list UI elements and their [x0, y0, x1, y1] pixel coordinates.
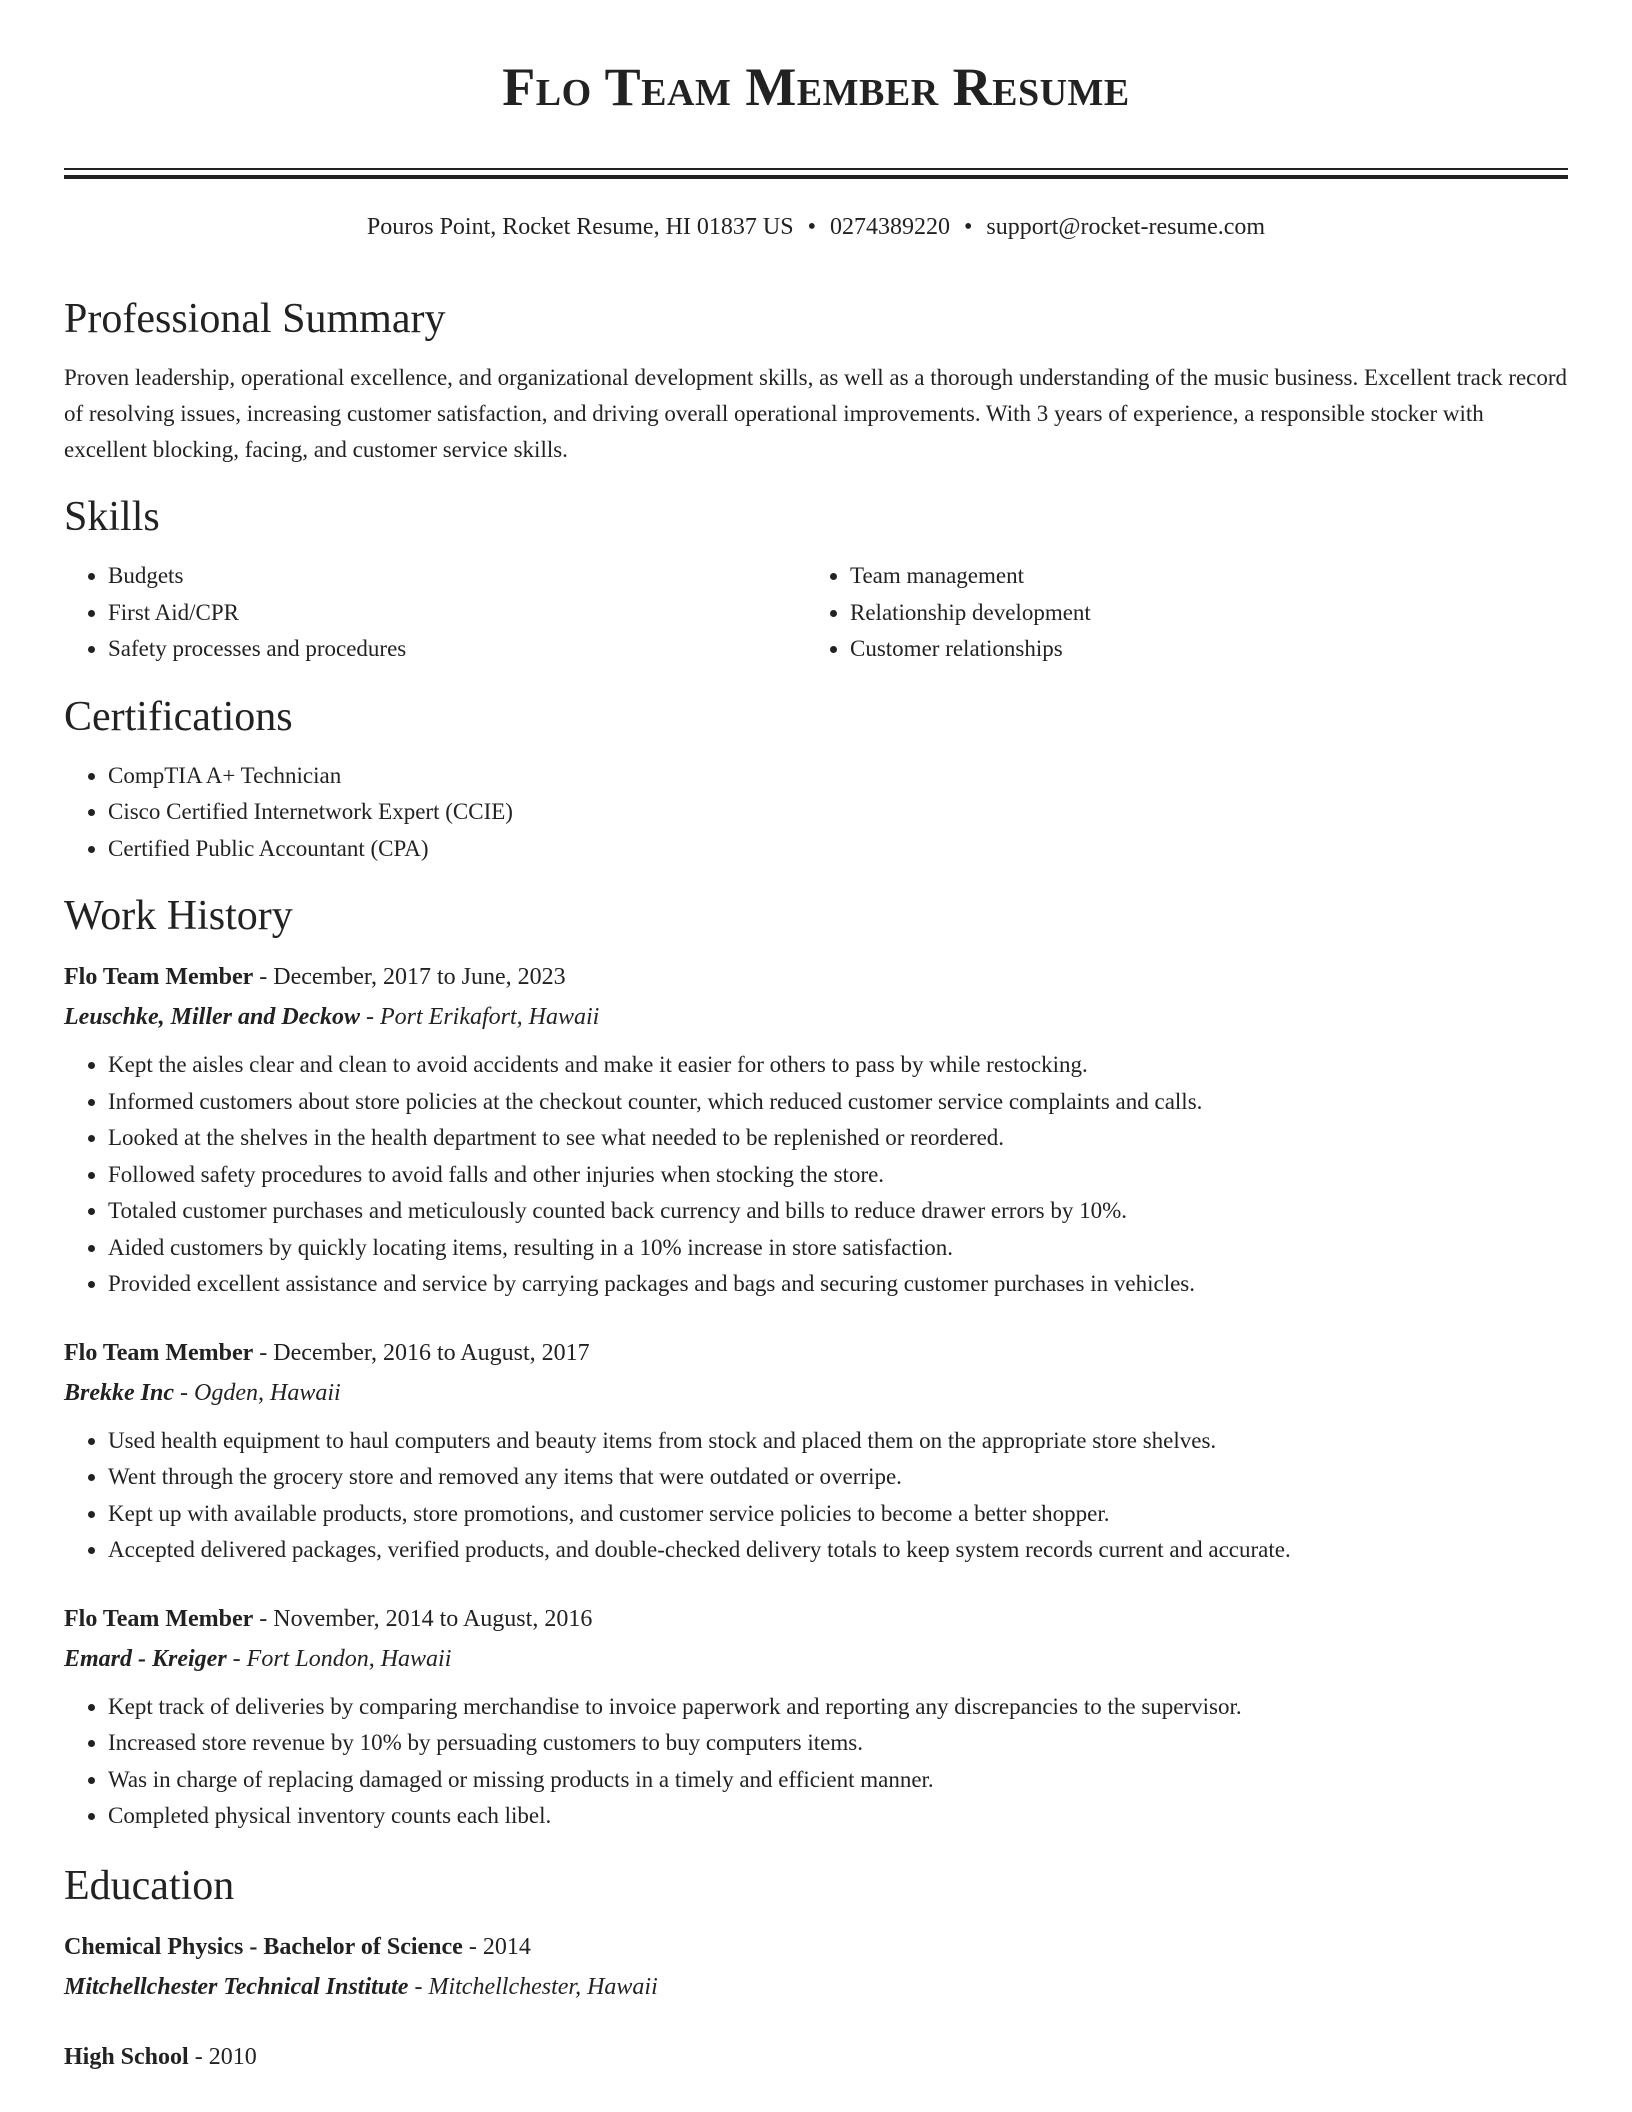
- certification-item: • Certified Public Accountant (CPA): [108, 831, 1568, 868]
- job-bullet: • Kept the aisles clear and clean to avoid accidents and make it easier for others to pass by while restocking.: [108, 1047, 1568, 1084]
- contact-email: support@rocket-resume.com: [986, 214, 1266, 240]
- skill-item: • Team management: [850, 558, 1548, 595]
- joiner: -: [188, 2043, 209, 2070]
- skill-item: • Customer relationships: [850, 631, 1548, 668]
- job-company-line: [64, 1373, 1568, 1413]
- certification-item: • Cisco Certified Internetwork Expert (CCIE): [108, 794, 1568, 831]
- joiner: -: [226, 1645, 247, 1672]
- job-title: Flo Team Member: [64, 1339, 254, 1366]
- skill-item: • Safety processes and procedures: [108, 631, 806, 668]
- section-heading-work-history: Work History: [64, 893, 293, 939]
- skill-item: • Relationship development: [850, 595, 1548, 632]
- job-bullet: • Totaled customer purchases and meticulously counted back currency and bills to reduce drawer errors by 10%.: [108, 1193, 1568, 1230]
- job-bullet: • Was in charge of replacing damaged or missing products in a timely and efficient manner.: [108, 1762, 1568, 1799]
- contact-phone: 0274389220: [829, 214, 950, 240]
- job-company-line: [64, 1639, 1568, 1679]
- skills-list-right: [806, 558, 1548, 668]
- education-location: Mitchellchester, Hawaii: [428, 1973, 658, 2000]
- job-title-line: [64, 1599, 1568, 1639]
- contact-line: [0, 214, 1632, 241]
- certification-item: • CompTIA A+ Technician: [108, 758, 1568, 795]
- skill-item: • First Aid/CPR: [108, 595, 806, 632]
- job-bullet: • Went through the grocery store and removed any items that were outdated or overripe.: [108, 1459, 1568, 1496]
- job-location: Ogden, Hawaii: [194, 1379, 341, 1406]
- job-bullet: • Followed safety procedures to avoid falls and other injuries when stocking the store.: [108, 1157, 1568, 1194]
- job-bullets: [64, 1047, 1568, 1303]
- job-company: Brekke Inc: [64, 1379, 174, 1406]
- resume-title: Flo Team Member Resume: [502, 57, 1130, 117]
- job-company: Leuschke, Miller and Deckow: [64, 1004, 360, 1030]
- joiner: -: [408, 1973, 429, 2000]
- skills-list-left: [64, 558, 806, 668]
- title-divider-thin: [64, 168, 1568, 170]
- job-bullet: • Kept track of deliveries by comparing merchandise to invoice paperwork and reporting any discrepancies to the supervisor.: [108, 1689, 1568, 1726]
- education-degree: Chemical Physics - Bachelor of Science: [64, 1933, 463, 1960]
- job-bullet: • Provided excellent assistance and service by carrying packages and bags and securing customer purchases in vehicles.: [108, 1266, 1568, 1303]
- job-entry: [64, 1333, 1568, 1569]
- job-bullet: • Kept up with available products, store promotions, and customer service policies to become a better shopper.: [108, 1496, 1568, 1533]
- job-bullet: • Increased store revenue by 10% by persuading customers to buy computers items.: [108, 1725, 1568, 1762]
- job-bullets: [64, 1423, 1568, 1569]
- education-list: [64, 1927, 1568, 2077]
- contact-separator: •: [807, 214, 816, 240]
- contact-address: Pouros Point, Rocket Resume, HI 01837 US: [366, 214, 794, 240]
- job-dates: November, 2014 to August, 2016: [273, 1605, 593, 1632]
- title-divider-thick: [64, 175, 1568, 179]
- summary-text: Proven leadership, operational excellence, and organizational development skills, as well as a thorough understanding of the music business. Excellent track record of resolving issues, increasing customer satisfaction, and driving overall operational improvements. With 3 years of experience, a responsible stocker with excellent blocking, facing, and customer service skills.: [64, 365, 1568, 462]
- joiner: -: [462, 1933, 483, 1960]
- job-title: Flo Team Member: [64, 1605, 254, 1632]
- joiner: -: [253, 1605, 274, 1632]
- job-location: Fort London, Hawaii: [246, 1645, 452, 1672]
- education-entry: [64, 2037, 1568, 2077]
- education-school-line: [64, 1967, 1568, 2007]
- joiner: -: [359, 1004, 380, 1030]
- skill-item: • Budgets: [108, 558, 806, 595]
- skills-column-right: [806, 558, 1548, 668]
- skills-grid: [64, 558, 1568, 668]
- job-bullet: • Accepted delivered packages, verified products, and double-checked delivery totals to keep system records current and accurate.: [108, 1532, 1568, 1569]
- job-dates: December, 2017 to June, 2023: [273, 964, 566, 990]
- job-bullet: • Completed physical inventory counts each libel.: [108, 1798, 1568, 1835]
- education-degree-line: [64, 2037, 1568, 2077]
- job-bullet: • Aided customers by quickly locating items, resulting in a 10% increase in store satisfaction.: [108, 1230, 1568, 1267]
- education-school: Mitchellchester Technical Institute: [64, 1973, 409, 2000]
- section-heading-certifications: Certifications: [64, 693, 293, 740]
- joiner: -: [253, 964, 274, 990]
- contact-separator: •: [963, 214, 973, 240]
- job-title: Flo Team Member: [64, 964, 254, 990]
- section-heading-education: Education: [64, 1862, 235, 1909]
- job-company-line: [64, 997, 1568, 1037]
- job-bullet: • Used health equipment to haul computers and beauty items from stock and placed them on the appropriate store shelves.: [108, 1423, 1568, 1460]
- job-entry: [64, 957, 1568, 1303]
- joiner: -: [174, 1379, 194, 1406]
- section-heading-summary: Professional Summary: [64, 296, 446, 342]
- education-year: 2014: [482, 1933, 531, 1960]
- joiner: -: [253, 1339, 274, 1366]
- job-company: Emard - Kreiger: [64, 1645, 227, 1672]
- skills-column-left: [64, 558, 806, 668]
- job-bullet: • Looked at the shelves in the health department to see what needed to be replenished or reordered.: [108, 1120, 1568, 1157]
- job-bullet: • Informed customers about store policies at the checkout counter, which reduced customer service complaints and calls.: [108, 1084, 1568, 1121]
- education-degree-line: [64, 1927, 1568, 1967]
- job-entry: [64, 1599, 1568, 1835]
- resume-content: [64, 292, 1568, 2107]
- job-bullets: [64, 1689, 1568, 1835]
- job-title-line: [64, 957, 1568, 997]
- education-degree: High School: [64, 2043, 189, 2070]
- job-title-line: [64, 1333, 1568, 1373]
- job-dates: December, 2016 to August, 2017: [273, 1339, 590, 1366]
- section-heading-skills: Skills: [64, 494, 160, 540]
- education-entry: [64, 1927, 1568, 2007]
- job-location: Port Erikafort, Hawaii: [379, 1004, 600, 1030]
- certifications-list: [64, 758, 1568, 868]
- education-year: 2010: [208, 2043, 257, 2070]
